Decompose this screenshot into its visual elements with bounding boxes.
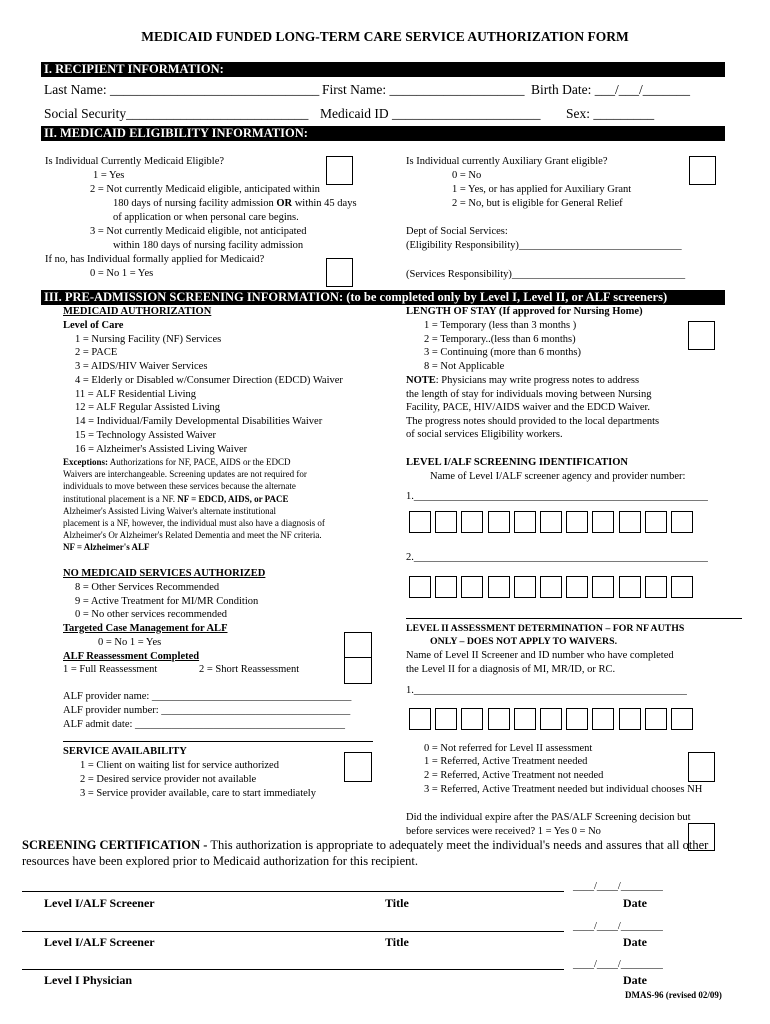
care-item: 15 = Technology Assisted Waiver xyxy=(75,430,217,441)
care-item: 1 = Nursing Facility (NF) Services xyxy=(75,334,222,345)
applied-options: 0 = No 1 = Yes xyxy=(90,268,154,279)
l2-item: 3 = Referred, Active Treatment needed but individual chooses NH xyxy=(424,784,703,795)
signature-title-2: Title xyxy=(385,935,409,949)
length-of-stay-box[interactable] xyxy=(688,321,715,350)
applied-medicaid-box[interactable] xyxy=(326,258,353,287)
birth-date-field[interactable]: Birth Date: ___/___/_______ xyxy=(531,82,690,97)
svc-item: 2 = Desired service provider not available xyxy=(80,774,257,785)
alf-divider xyxy=(63,741,373,742)
los-item: 2 = Temporary..(less than 6 months) xyxy=(424,334,576,345)
screening-certification: SCREENING CERTIFICATION - This authorization is appropriate to adequately meet the individual's needs and assures that all other resources have been explored prior to Medicaid authorization for this recipient. xyxy=(22,838,709,868)
level2-determination-subheading: ONLY – DOES NOT APPLY TO WAIVERS. xyxy=(430,636,618,647)
level1-provider-1-boxes[interactable] xyxy=(409,511,697,533)
medicaid-id-field[interactable]: Medicaid ID ______________________ xyxy=(320,106,541,121)
signature-date-2: Date xyxy=(623,935,647,949)
level1-provider-2-boxes[interactable] xyxy=(409,576,697,598)
tcm-options: 0 = No 1 = Yes xyxy=(98,637,162,648)
los-item: 8 = Not Applicable xyxy=(424,361,505,372)
eligibility-responsibility-field[interactable]: (Eligibility Responsibility)_______________________________ xyxy=(406,240,682,251)
first-name-field[interactable]: First Name: ____________________ xyxy=(322,82,525,97)
ssn-field[interactable]: Social Security___________________________ xyxy=(44,106,309,121)
expire-question-2: before services were received? 1 = Yes 0 = No xyxy=(406,826,601,837)
l2-item: 0 = Not referred for Level II assessment xyxy=(424,743,593,754)
eligible-opt-1: 1 = Yes xyxy=(93,170,125,181)
level1-screener-2-field[interactable]: 2.________________________________________________________ xyxy=(406,552,708,563)
service-availability-box[interactable] xyxy=(344,752,372,782)
no-auth-item: 9 = Active Treatment for MI/MR Condition xyxy=(75,596,259,607)
signature-role-3: Level I Physician xyxy=(44,973,133,987)
signature-line-3[interactable] xyxy=(22,969,564,970)
svc-item: 3 = Service provider available, care to start immediately xyxy=(80,788,316,799)
level2-screener-field[interactable]: 1.____________________________________________________ xyxy=(406,685,687,696)
care-item: 4 = Elderly or Disabled w/Consumer Direction (EDCD) Waiver xyxy=(75,375,343,386)
los-item: 3 = Continuing (more than 6 months) xyxy=(424,347,581,358)
sex-field[interactable]: Sex: _________ xyxy=(566,106,655,121)
exceptions-note: Exceptions: Authorizations for NF, PACE, AIDS or the EDCD Waivers are interchangeable. Screening updates are not required for individuals to move between these services because the alternate institutional placement is a NF. NF = EDCD, AIDS, or PACE Alzheimer's Assisted Living Waiver's alternate institutional placement is a NF, however, the individual must also have a diagnosis of Alzheimer's Or Alzheimer's Related Dementia and meet the NF criteria. NF = Alzheimer's ALF xyxy=(63,457,325,553)
expire-question: Did the individual expire after the PAS/ALF Screening decision but xyxy=(406,812,691,823)
level2-determination-heading: LEVEL II ASSESSMENT DETERMINATION – FOR NF AUTHS xyxy=(406,623,685,634)
level2-name-label: Name of Level II Screener and ID number who have completed xyxy=(406,650,674,661)
level2-divider xyxy=(406,618,742,619)
tcm-heading: Targeted Case Management for ALF xyxy=(63,623,228,634)
no-medicaid-heading: NO MEDICAID SERVICES AUTHORIZED xyxy=(63,568,266,579)
medicaid-authorization-heading: MEDICAID AUTHORIZATION xyxy=(63,306,212,317)
care-item: 12 = ALF Regular Assisted Living xyxy=(75,402,221,413)
no-auth-item: 8 = Other Services Recommended xyxy=(75,582,220,593)
last-name-field[interactable]: Last Name: _______________________________ xyxy=(44,82,320,97)
dss-label: Dept of Social Services: xyxy=(406,226,508,237)
no-auth-item: 0 = No other services recommended xyxy=(75,609,227,620)
reassessment-option-1: 1 = Full Reassessment xyxy=(63,664,158,675)
section-2-header: II. MEDICAID ELIGIBILITY INFORMATION: xyxy=(41,126,725,141)
section-1-header: I. RECIPIENT INFORMATION: xyxy=(41,62,725,77)
care-item: 2 = PACE xyxy=(75,347,118,358)
l2-item: 2 = Referred, Active Treatment not needed xyxy=(424,770,604,781)
svc-item: 1 = Client on waiting list for service authorized xyxy=(80,760,279,771)
level-of-care-heading: Level of Care xyxy=(63,320,124,331)
signature-date-3: Date xyxy=(623,973,647,987)
eligible-opt-2-line3: of application or when personal care begins. xyxy=(113,212,299,223)
reassessment-box[interactable] xyxy=(344,657,372,684)
eligible-opt-2: 2 = Not currently Medicaid eligible, anticipated within xyxy=(90,184,320,195)
alf-provider-name-field[interactable]: ALF provider name: ______________________________________ xyxy=(63,691,352,702)
physician-note: NOTE: Physicians may write progress notes to address the length of stay for individuals moving between Nursing Facility, PACE, HIV/AIDS waiver and the EDCD Waiver. The progress notes should provided to the local departments of social services Eligibility workers. xyxy=(406,375,660,441)
aux-grant-box[interactable] xyxy=(689,156,716,185)
alf-admit-date-field[interactable]: ALF admit date: ________________________________________ xyxy=(63,719,346,730)
aux-grant-question: Is Individual currently Auxiliary Grant eligible? xyxy=(406,156,608,167)
form-title: MEDICAID FUNDED LONG-TERM CARE SERVICE AUTHORIZATION FORM xyxy=(141,29,629,44)
level1-screener-1-field[interactable]: 1.________________________________________________________ xyxy=(406,491,708,502)
applied-question: If no, has Individual formally applied for Medicaid? xyxy=(45,254,265,265)
signature-role-1: Level I/ALF Screener xyxy=(44,896,155,910)
aux-opt-1: 1 = Yes, or has applied for Auxiliary Grant xyxy=(452,184,632,195)
medicaid-eligible-box[interactable] xyxy=(326,156,353,185)
level1-name-label: Name of Level I/ALF screener agency and provider number: xyxy=(430,471,686,482)
eligible-opt-3-line2: within 180 days of nursing facility admission xyxy=(113,240,304,251)
reassessment-heading: ALF Reassessment Completed xyxy=(63,651,200,662)
care-item: 14 = Individual/Family Developmental Disabilities Waiver xyxy=(75,416,323,427)
eligible-opt-3: 3 = Not currently Medicaid eligible, not anticipated xyxy=(90,226,307,237)
medicaid-eligible-question: Is Individual Currently Medicaid Eligible? xyxy=(45,156,225,167)
signature-date-1: Date xyxy=(623,896,647,910)
signature-line-1[interactable] xyxy=(22,891,564,892)
date-line-2[interactable]: ____/____/________ xyxy=(573,921,663,932)
l2-item: 1 = Referred, Active Treatment needed xyxy=(424,756,588,767)
level2-id-boxes[interactable] xyxy=(409,708,697,730)
section-3-header: III. PRE-ADMISSION SCREENING INFORMATION: (to be completed only by Level I, Level II, or ALF screeners) xyxy=(41,290,725,305)
signature-role-2: Level I/ALF Screener xyxy=(44,935,155,949)
signature-title-1: Title xyxy=(385,896,409,910)
aux-opt-2: 2 = No, but is eligible for General Relief xyxy=(452,198,623,209)
form-number: DMAS-96 (revised 02/09) xyxy=(625,990,722,1000)
level2-name-label-2: the Level II for a diagnosis of MI, MR/ID, or RC. xyxy=(406,664,616,675)
level2-referral-box[interactable] xyxy=(688,752,715,782)
level1-id-heading: LEVEL I/ALF SCREENING IDENTIFICATION xyxy=(406,457,629,468)
service-availability-heading: SERVICE AVAILABILITY xyxy=(63,746,187,757)
care-item: 16 = Alzheimer's Assisted Living Waiver xyxy=(75,444,248,455)
services-responsibility-field[interactable]: (Services Responsibility)_________________________________ xyxy=(406,269,686,280)
length-of-stay-heading: LENGTH OF STAY (If approved for Nursing Home) xyxy=(406,306,643,317)
date-line-1[interactable]: ____/____/________ xyxy=(573,881,663,892)
los-item: 1 = Temporary (less than 3 months ) xyxy=(424,320,577,331)
date-line-3[interactable]: ____/____/________ xyxy=(573,959,663,970)
care-item: 3 = AIDS/HIV Waiver Services xyxy=(75,361,208,372)
aux-opt-0: 0 = No xyxy=(452,170,482,181)
signature-line-2[interactable] xyxy=(22,931,564,932)
care-item: 11 = ALF Residential Living xyxy=(75,389,197,400)
tcm-box[interactable] xyxy=(344,632,372,659)
eligible-opt-2-line2: 180 days of nursing facility admission OR within 45 days xyxy=(113,198,357,209)
alf-provider-number-field[interactable]: ALF provider number: ____________________________________ xyxy=(63,705,351,716)
reassessment-option-2: 2 = Short Reassessment xyxy=(199,664,300,675)
